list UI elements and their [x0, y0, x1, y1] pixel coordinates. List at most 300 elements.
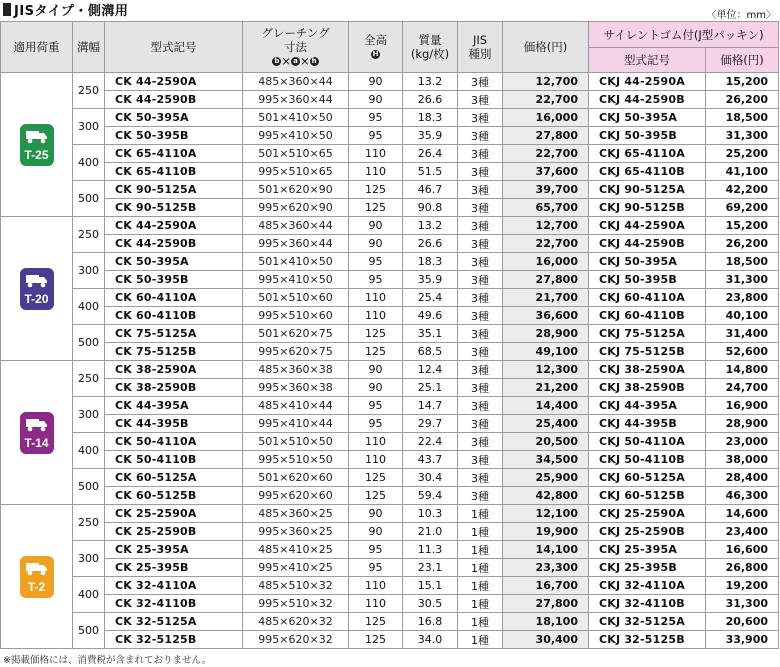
silent-price-cell: 25,200 — [706, 145, 779, 163]
price-cell: 16,000 — [503, 109, 589, 127]
silent-model-cell: CKJ 50-4110A — [589, 433, 706, 451]
height-cell: 110 — [349, 163, 403, 181]
width-cell: 500 — [73, 325, 105, 361]
load-cell — [1, 505, 73, 649]
jis-cell: 3種 — [458, 307, 503, 325]
mass-cell: 16.8 — [403, 613, 458, 631]
mass-cell: 15.1 — [403, 577, 458, 595]
height-cell: 125 — [349, 613, 403, 631]
header-dim-label: 寸法 — [284, 40, 307, 54]
jis-cell: 3種 — [458, 343, 503, 361]
jis-cell: 3種 — [458, 91, 503, 109]
dimension-cell: 501×510×65 — [243, 145, 349, 163]
silent-model-cell: CKJ 50-395A — [589, 253, 706, 271]
height-cell: 110 — [349, 451, 403, 469]
symbol-a: a — [291, 57, 300, 66]
unit-note: 〈単位：mm〉 — [706, 10, 776, 21]
height-cell: 95 — [349, 415, 403, 433]
dimension-cell: 485×360×44 — [243, 217, 349, 235]
jis-cell: 3種 — [458, 433, 503, 451]
dimension-cell: 995×360×44 — [243, 235, 349, 253]
model-cell: CK 32-5125B — [105, 631, 243, 649]
silent-price-cell: 23,400 — [706, 523, 779, 541]
symbol-h: h — [310, 57, 319, 66]
table-row — [1, 343, 779, 361]
table-row — [1, 433, 779, 451]
model-cell: CK 75-5125A — [105, 325, 243, 343]
height-cell: 95 — [349, 109, 403, 127]
table-row — [1, 217, 779, 235]
width-cell: 250 — [73, 361, 105, 397]
price-cell: 27,800 — [503, 271, 589, 289]
table-row — [1, 613, 779, 631]
jis-cell: 3種 — [458, 253, 503, 271]
silent-price-cell: 26,200 — [706, 91, 779, 109]
jis-cell: 3種 — [458, 487, 503, 505]
silent-price-cell: 52,600 — [706, 343, 779, 361]
table-row — [1, 415, 779, 433]
mass-cell: 30.4 — [403, 469, 458, 487]
dimension-cell: 995×510×65 — [243, 163, 349, 181]
silent-price-cell: 28,900 — [706, 415, 779, 433]
dimension-cell: 995×620×60 — [243, 487, 349, 505]
table-row — [1, 379, 779, 397]
dimension-cell: 501×620×90 — [243, 181, 349, 199]
price-cell: 12,300 — [503, 361, 589, 379]
price-cell: 22,700 — [503, 91, 589, 109]
header-mass — [403, 22, 458, 73]
height-cell: 90 — [349, 523, 403, 541]
table-row — [1, 361, 779, 379]
jis-cell: 3種 — [458, 361, 503, 379]
mass-cell: 25.1 — [403, 379, 458, 397]
dimension-cell: 501×410×50 — [243, 253, 349, 271]
silent-price-cell: 26,200 — [706, 235, 779, 253]
silent-price-cell: 18,500 — [706, 109, 779, 127]
dimension-cell: 501×620×60 — [243, 469, 349, 487]
model-cell: CK 60-5125B — [105, 487, 243, 505]
table-row — [1, 127, 779, 145]
height-cell: 110 — [349, 289, 403, 307]
mass-cell: 26.6 — [403, 235, 458, 253]
header-silent-model: 型式記号 — [589, 48, 706, 73]
height-cell: 95 — [349, 541, 403, 559]
mass-cell: 29.7 — [403, 415, 458, 433]
height-cell: 125 — [349, 469, 403, 487]
dimension-cell: 501×510×60 — [243, 289, 349, 307]
mass-cell: 35.1 — [403, 325, 458, 343]
height-cell: 95 — [349, 127, 403, 145]
jis-cell: 3種 — [458, 415, 503, 433]
model-cell: CK 25-2590A — [105, 505, 243, 523]
price-cell: 27,800 — [503, 127, 589, 145]
silent-model-cell: CKJ 60-4110A — [589, 289, 706, 307]
table-row — [1, 73, 779, 91]
table-row — [1, 109, 779, 127]
mass-cell: 13.2 — [403, 73, 458, 91]
height-cell: 110 — [349, 433, 403, 451]
price-cell: 14,400 — [503, 397, 589, 415]
dimension-cell: 995×620×32 — [243, 631, 349, 649]
dimension-cell: 995×410×44 — [243, 415, 349, 433]
mass-cell: 23.1 — [403, 559, 458, 577]
jis-cell: 1種 — [458, 613, 503, 631]
load-cell — [1, 217, 73, 361]
model-cell: CK 50-395B — [105, 127, 243, 145]
height-cell: 90 — [349, 379, 403, 397]
dimension-cell: 995×620×90 — [243, 199, 349, 217]
silent-model-cell: CKJ 65-4110B — [589, 163, 706, 181]
silent-price-cell: 26,800 — [706, 559, 779, 577]
mass-cell: 26.4 — [403, 145, 458, 163]
title-bar — [3, 1, 128, 17]
load-class-label: T-20 — [24, 291, 49, 306]
height-cell: 110 — [349, 595, 403, 613]
silent-price-cell: 46,300 — [706, 487, 779, 505]
page-title: JISタイプ・側溝用 — [14, 3, 129, 19]
dimension-cell: 485×510×32 — [243, 577, 349, 595]
height-cell: 125 — [349, 199, 403, 217]
table-row — [1, 325, 779, 343]
price-cell: 42,800 — [503, 487, 589, 505]
price-cell: 21,700 — [503, 289, 589, 307]
jis-cell: 3種 — [458, 199, 503, 217]
load-class-label: T-25 — [24, 147, 49, 162]
height-cell: 125 — [349, 487, 403, 505]
title-marker — [3, 3, 11, 16]
header-grating-label: グレーチング — [261, 26, 330, 40]
table-row — [1, 595, 779, 613]
jis-cell: 3種 — [458, 109, 503, 127]
table-row — [1, 505, 779, 523]
price-cell: 36,600 — [503, 307, 589, 325]
dimension-cell: 995×620×75 — [243, 343, 349, 361]
jis-cell: 1種 — [458, 631, 503, 649]
width-cell: 300 — [73, 541, 105, 577]
jis-cell: 3種 — [458, 217, 503, 235]
height-cell: 95 — [349, 559, 403, 577]
width-cell: 500 — [73, 613, 105, 649]
price-cell: 14,100 — [503, 541, 589, 559]
table-row — [1, 163, 779, 181]
header-jis-sub: 種別 — [468, 47, 492, 61]
silent-price-cell: 69,200 — [706, 199, 779, 217]
width-cell: 400 — [73, 433, 105, 469]
silent-price-cell: 40,100 — [706, 307, 779, 325]
height-cell: 110 — [349, 307, 403, 325]
silent-model-cell: CKJ 44-2590A — [589, 73, 706, 91]
spec-table — [0, 21, 779, 649]
header-height-label: 全高 — [364, 33, 387, 47]
height-cell: 125 — [349, 181, 403, 199]
width-cell: 300 — [73, 253, 105, 289]
mass-cell: 35.9 — [403, 271, 458, 289]
height-cell: 90 — [349, 361, 403, 379]
silent-price-cell: 20,600 — [706, 613, 779, 631]
load-badge-t-2 — [20, 556, 54, 598]
model-cell: CK 38-2590B — [105, 379, 243, 397]
silent-price-cell: 24,700 — [706, 379, 779, 397]
mass-cell: 49.6 — [403, 307, 458, 325]
price-cell: 28,900 — [503, 325, 589, 343]
silent-model-cell: CKJ 25-2590A — [589, 505, 706, 523]
jis-cell: 1種 — [458, 541, 503, 559]
silent-model-cell: CKJ 32-4110A — [589, 577, 706, 595]
silent-model-cell: CKJ 38-2590B — [589, 379, 706, 397]
width-cell: 300 — [73, 109, 105, 145]
price-cell: 22,700 — [503, 235, 589, 253]
height-cell: 90 — [349, 91, 403, 109]
jis-cell: 3種 — [458, 451, 503, 469]
dimension-cell: 995×510×60 — [243, 307, 349, 325]
dimension-cell: 995×510×32 — [243, 595, 349, 613]
header-jis-label: JIS — [472, 33, 488, 47]
width-cell: 500 — [73, 181, 105, 217]
load-badge-t-14 — [20, 412, 54, 454]
silent-price-cell: 28,400 — [706, 469, 779, 487]
silent-model-cell: CKJ 44-395B — [589, 415, 706, 433]
height-cell: 90 — [349, 73, 403, 91]
jis-cell: 3種 — [458, 163, 503, 181]
model-cell: CK 32-4110A — [105, 577, 243, 595]
header-silent-price: 価格(円) — [706, 48, 779, 73]
load-class-label: T-2 — [27, 579, 46, 594]
jis-cell: 1種 — [458, 577, 503, 595]
height-cell: 125 — [349, 631, 403, 649]
silent-model-cell: CKJ 75-5125B — [589, 343, 706, 361]
silent-model-cell: CKJ 32-4110B — [589, 595, 706, 613]
silent-model-cell: CKJ 50-395B — [589, 271, 706, 289]
jis-cell: 3種 — [458, 235, 503, 253]
jis-cell: 1種 — [458, 505, 503, 523]
height-cell: 90 — [349, 505, 403, 523]
width-cell: 250 — [73, 73, 105, 109]
price-cell: 12,100 — [503, 505, 589, 523]
table-row — [1, 559, 779, 577]
height-cell: 125 — [349, 343, 403, 361]
width-cell: 250 — [73, 505, 105, 541]
silent-model-cell: CKJ 50-4110B — [589, 451, 706, 469]
model-cell: CK 38-2590A — [105, 361, 243, 379]
silent-price-cell: 23,000 — [706, 433, 779, 451]
model-cell: CK 44-395A — [105, 397, 243, 415]
header-mass-label: 質量 — [418, 33, 442, 47]
table-row — [1, 451, 779, 469]
width-cell: 400 — [73, 289, 105, 325]
jis-cell: 3種 — [458, 469, 503, 487]
model-cell: CK 32-5125A — [105, 613, 243, 631]
width-cell: 250 — [73, 217, 105, 253]
header-silent: サイレントゴム付(J型パッキン) — [589, 22, 779, 48]
price-cell: 27,800 — [503, 595, 589, 613]
silent-price-cell: 15,200 — [706, 73, 779, 91]
model-cell: CK 32-4110B — [105, 595, 243, 613]
load-badge-t-25 — [20, 124, 54, 166]
price-cell: 21,200 — [503, 379, 589, 397]
height-cell: 90 — [349, 235, 403, 253]
price-cell: 18,100 — [503, 613, 589, 631]
dimension-cell: 485×360×25 — [243, 505, 349, 523]
mass-cell: 46.7 — [403, 181, 458, 199]
mass-cell: 22.4 — [403, 433, 458, 451]
dimension-cell: 995×360×25 — [243, 523, 349, 541]
dimension-cell: 485×410×44 — [243, 397, 349, 415]
model-cell: CK 44-2590A — [105, 73, 243, 91]
width-cell: 400 — [73, 577, 105, 613]
jis-cell: 1種 — [458, 523, 503, 541]
silent-price-cell: 42,200 — [706, 181, 779, 199]
spec-table-body — [1, 73, 779, 649]
mass-cell: 14.7 — [403, 397, 458, 415]
dimension-cell: 995×510×50 — [243, 451, 349, 469]
model-cell: CK 44-2590A — [105, 217, 243, 235]
silent-model-cell: CKJ 32-5125B — [589, 631, 706, 649]
silent-model-cell: CKJ 65-4110A — [589, 145, 706, 163]
header-dimensions — [243, 22, 349, 73]
mass-cell: 68.5 — [403, 343, 458, 361]
silent-model-cell: CKJ 50-395B — [589, 127, 706, 145]
price-cell: 23,300 — [503, 559, 589, 577]
silent-price-cell: 14,600 — [706, 505, 779, 523]
table-row — [1, 253, 779, 271]
model-cell: CK 65-4110A — [105, 145, 243, 163]
price-cell: 16,000 — [503, 253, 589, 271]
model-cell: CK 50-395A — [105, 253, 243, 271]
silent-price-cell: 41,100 — [706, 163, 779, 181]
header-mass-unit: (kg/枚) — [410, 47, 450, 61]
model-cell: CK 44-395B — [105, 415, 243, 433]
height-cell: 90 — [349, 217, 403, 235]
price-cell: 20,500 — [503, 433, 589, 451]
table-row — [1, 577, 779, 595]
height-cell: 110 — [349, 577, 403, 595]
model-cell: CK 25-395B — [105, 559, 243, 577]
mass-cell: 18.3 — [403, 253, 458, 271]
silent-price-cell: 14,800 — [706, 361, 779, 379]
silent-price-cell: 18,500 — [706, 253, 779, 271]
symbol-height: H — [372, 50, 379, 58]
silent-model-cell: CKJ 44-2590B — [589, 91, 706, 109]
symbol-b: b — [274, 57, 280, 65]
table-row — [1, 91, 779, 109]
mass-cell: 35.9 — [403, 127, 458, 145]
dimension-cell: 501×620×75 — [243, 325, 349, 343]
silent-price-cell: 16,600 — [706, 541, 779, 559]
load-class-label: T-14 — [24, 435, 49, 450]
price-cell: 30,400 — [503, 631, 589, 649]
jis-cell: 3種 — [458, 181, 503, 199]
header-dim-symbols: b × a × h — [243, 54, 348, 68]
table-row — [1, 199, 779, 217]
footnote: ※掲載価格には、消費税が含まれておりません。 — [3, 655, 212, 666]
model-cell: CK 60-5125A — [105, 469, 243, 487]
table-row — [1, 271, 779, 289]
silent-price-cell: 33,900 — [706, 631, 779, 649]
jis-cell: 3種 — [458, 289, 503, 307]
mass-cell: 10.3 — [403, 505, 458, 523]
height-cell: 95 — [349, 271, 403, 289]
jis-cell: 3種 — [458, 145, 503, 163]
header-height — [349, 22, 403, 73]
price-cell: 65,700 — [503, 199, 589, 217]
mass-cell: 25.4 — [403, 289, 458, 307]
price-cell: 34,500 — [503, 451, 589, 469]
silent-price-cell: 31,300 — [706, 127, 779, 145]
price-cell: 25,400 — [503, 415, 589, 433]
dimension-cell: 485×360×38 — [243, 361, 349, 379]
silent-price-cell: 31,300 — [706, 595, 779, 613]
price-cell: 16,700 — [503, 577, 589, 595]
mass-cell: 12.4 — [403, 361, 458, 379]
jis-cell: 1種 — [458, 559, 503, 577]
silent-model-cell: CKJ 44-2590B — [589, 235, 706, 253]
model-cell: CK 90-5125B — [105, 199, 243, 217]
mass-cell: 90.8 — [403, 199, 458, 217]
height-cell: 110 — [349, 145, 403, 163]
dimension-cell: 995×360×44 — [243, 91, 349, 109]
mass-cell: 21.0 — [403, 523, 458, 541]
model-cell: CK 25-2590B — [105, 523, 243, 541]
silent-model-cell: CKJ 60-5125A — [589, 469, 706, 487]
silent-price-cell: 19,200 — [706, 577, 779, 595]
silent-price-cell: 31,300 — [706, 271, 779, 289]
table-row — [1, 631, 779, 649]
table-row — [1, 541, 779, 559]
table-row — [1, 181, 779, 199]
model-cell: CK 44-2590B — [105, 235, 243, 253]
table-row — [1, 289, 779, 307]
dimension-cell: 485×410×25 — [243, 541, 349, 559]
table-row — [1, 145, 779, 163]
header-width: 溝幅 — [73, 22, 105, 73]
price-cell: 12,700 — [503, 73, 589, 91]
dimension-cell: 995×410×25 — [243, 559, 349, 577]
silent-price-cell: 38,000 — [706, 451, 779, 469]
silent-price-cell: 16,900 — [706, 397, 779, 415]
load-cell — [1, 73, 73, 217]
header-price: 価格(円) — [503, 22, 589, 73]
header-jis — [458, 22, 503, 73]
load-cell — [1, 361, 73, 505]
silent-model-cell: CKJ 75-5125A — [589, 325, 706, 343]
price-cell: 12,700 — [503, 217, 589, 235]
silent-model-cell: CKJ 25-395A — [589, 541, 706, 559]
model-cell: CK 44-2590B — [105, 91, 243, 109]
mass-cell: 34.0 — [403, 631, 458, 649]
silent-model-cell: CKJ 44-2590A — [589, 217, 706, 235]
dimension-cell: 485×620×32 — [243, 613, 349, 631]
load-badge-t-20 — [20, 268, 54, 310]
silent-model-cell: CKJ 50-395A — [589, 109, 706, 127]
silent-price-cell: 31,400 — [706, 325, 779, 343]
model-cell: CK 65-4110B — [105, 163, 243, 181]
width-cell: 400 — [73, 145, 105, 181]
price-cell: 37,600 — [503, 163, 589, 181]
mass-cell: 30.5 — [403, 595, 458, 613]
model-cell: CK 60-4110B — [105, 307, 243, 325]
table-row — [1, 487, 779, 505]
price-cell: 25,900 — [503, 469, 589, 487]
silent-model-cell: CKJ 25-395B — [589, 559, 706, 577]
silent-price-cell: 23,800 — [706, 289, 779, 307]
table-row — [1, 307, 779, 325]
silent-model-cell: CKJ 60-5125B — [589, 487, 706, 505]
jis-cell: 3種 — [458, 379, 503, 397]
model-cell: CK 25-395A — [105, 541, 243, 559]
jis-cell: 3種 — [458, 73, 503, 91]
dimension-cell: 995×360×38 — [243, 379, 349, 397]
mass-cell: 59.4 — [403, 487, 458, 505]
